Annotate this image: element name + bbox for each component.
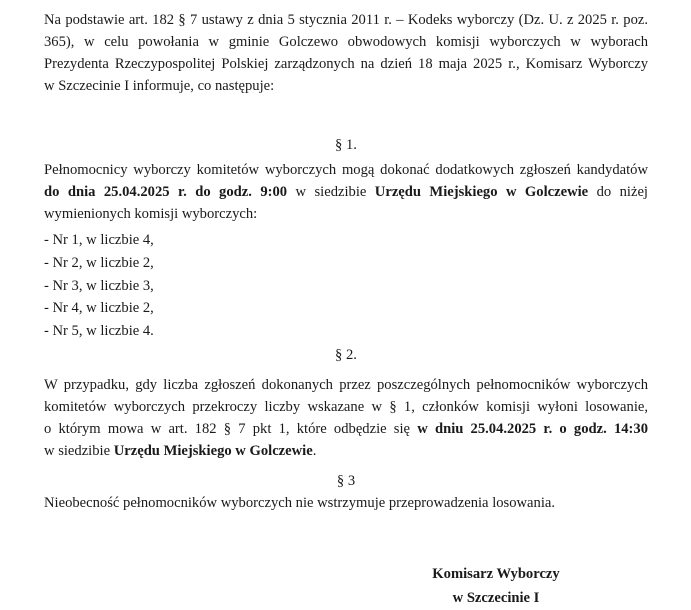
- section-1-heading: § 1.: [335, 137, 357, 153]
- intro-line: Prezydenta Rzeczypospolitej Polskiej zarządzonych na dzień 18 maja 2025 r., Komisarz Wyborczy: [44, 56, 648, 72]
- list-item: - Nr 5, w liczbie 4.: [44, 323, 154, 340]
- draw-date: w dniu 25.04.2025 r. o godz. 14:30: [417, 421, 648, 437]
- signature-block: [416, 562, 576, 610]
- section-2-heading: § 2.: [335, 347, 357, 363]
- list-item: - Nr 3, w liczbie 3,: [44, 277, 154, 294]
- office-name: Urzędu Miejskiego w Golczewie: [374, 184, 589, 200]
- document-page: [44, 0, 648, 606]
- section-2-line: komitetów wyborczych przekroczy liczby wskazane w § 1, członków komisji wyłoni losowanie,: [44, 399, 648, 415]
- list-item: - Nr 4, w liczbie 2,: [44, 300, 154, 317]
- list-item: - Nr 2, w liczbie 2,: [44, 254, 154, 271]
- signature-title: Komisarz Wyborczy: [432, 566, 560, 582]
- commission-list: [44, 229, 648, 343]
- office-name: Urzędu Miejskiego w Golczewie: [113, 443, 313, 459]
- section-3-paragraph: Nieobecność pełnomocników wyborczych nie wstrzymuje przeprowadzenia losowania.: [44, 495, 556, 511]
- section-1-line: do dnia 25.04.2025 r. do godz. 9:00 w siedzibie Urzędu Miejskiego w Golczewie do niżej: [44, 184, 648, 200]
- section-1-paragraph: [44, 159, 648, 225]
- signature-location: w Szczecinie I: [452, 590, 540, 606]
- section-3-heading: § 3: [336, 473, 356, 489]
- list-item: - Nr 1, w liczbie 4,: [44, 232, 154, 248]
- section-2-paragraph: [44, 374, 648, 462]
- intro-line: Na podstawie art. 182 § 7 ustawy z dnia 5 stycznia 2011 r. – Kodeks wyborczy (Dz. U. z 2025 r. poz.: [44, 12, 648, 28]
- section-2-line: w siedzibie Urzędu Miejskiego w Golczewie.: [44, 443, 317, 459]
- section-2-line: W przypadku, gdy liczba zgłoszeń dokonanych przez poszczególnych pełnomocników wyborczych: [44, 377, 648, 393]
- section-1-line: wymienionych komisji wyborczych:: [44, 206, 258, 222]
- intro-line: 365), w celu powołania w gminie Golczewo obwodowych komisji wyborczych w wyborach: [44, 34, 648, 50]
- intro-paragraph: [44, 9, 648, 97]
- intro-line: w Szczecinie I informuje, co następuje:: [44, 78, 275, 94]
- deadline-date: do dnia 25.04.2025 r. do godz. 9:00: [44, 184, 288, 200]
- section-2-line: o którym mowa w art. 182 § 7 pkt 1, które odbędzie się w dniu 25.04.2025 r. o godz. 14:30: [44, 421, 648, 437]
- section-1-line: Pełnomocnicy wyborczy komitetów wyborczych mogą dokonać dodatkowych zgłoszeń kandydatów: [44, 162, 648, 178]
